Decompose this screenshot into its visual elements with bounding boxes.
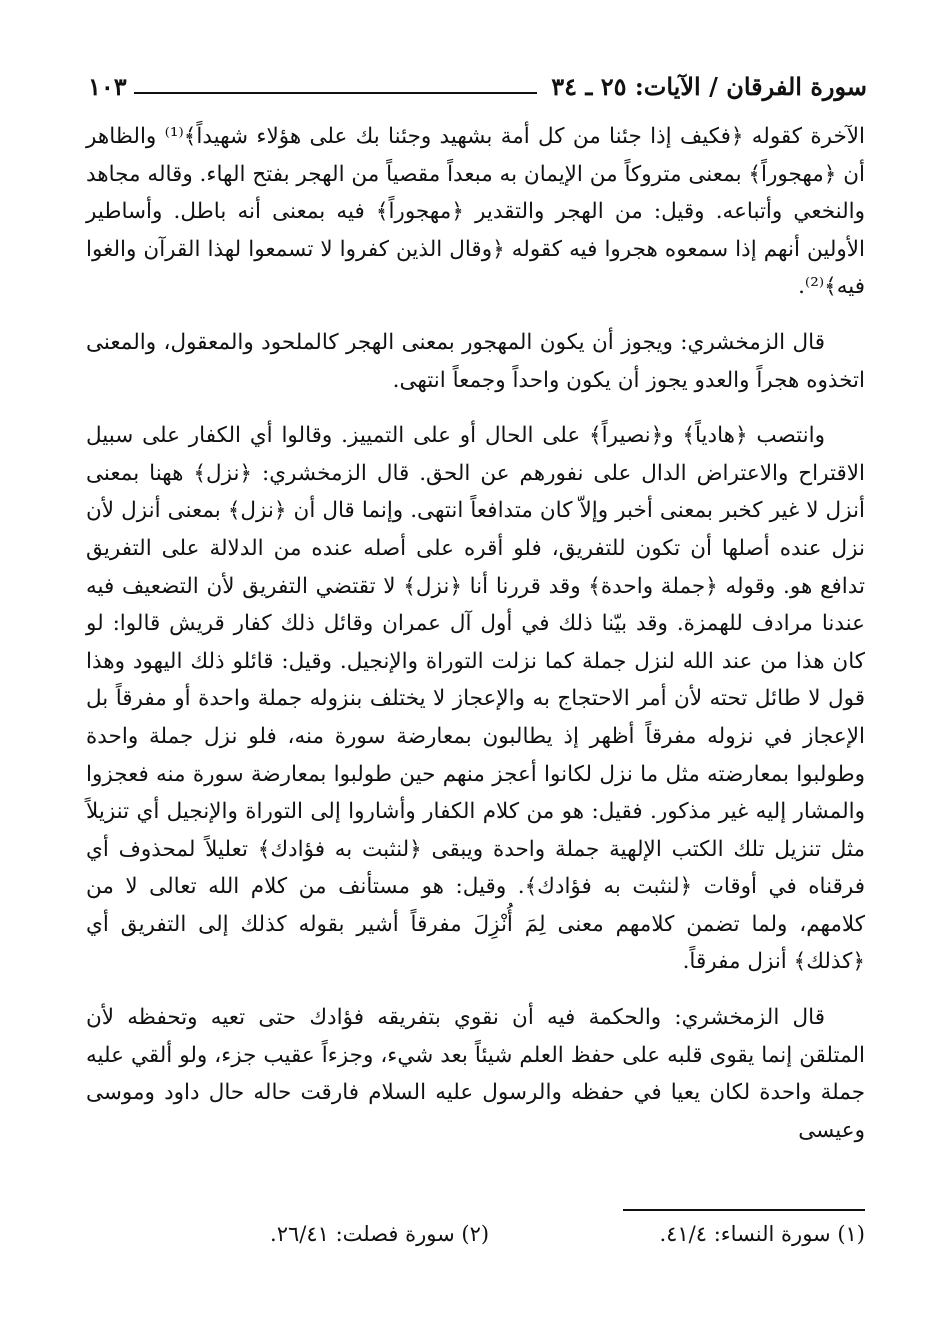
paragraph-4: قال الزمخشري: والحكمة فيه أن نقوي بتفريقه فؤادك حتى تعيه وتحفظه لأن المتلقن إنما يقوى قلبه على حفظ العلم شيئاً بعد شيء، وجزءاً عقيب جزء، ولو ألقي عليه جملة واحدة لكان يعيا في حفظه والرسول عليه السلام فارقت حاله حال داود وموسى وعيسى (86, 1005, 865, 1143)
paragraph-3: وانتصب ﴿هادياً﴾ و﴿نصيراً﴾ على الحال أو على التمييز. وقالوا أي الكفار على سبيل الاقتراح والاعتراض الدال على نفورهم عن الحق. قال الزمخشري: ﴿نزل﴾ ههنا بمعنى أنزل لا غير كخبر بمعنى أخبر وإلاّ كان متدافعاً انتهى. وإنما قال أن ﴿نزل﴾ بمعنى أنزل لأن نزل عنده أصلها أن تكون للتفريق، فلو أقره على أصله عنده من الدلالة على التفريق تدافع هو. وقوله ﴿جملة واحدة﴾ وقد قررنا أنا ﴿نزل﴾ لا تقتضي التفريق لأن التضعيف فيه عندنا مرادف للهمزة. وقد بيّنا ذلك في أول آل عمران وقائل ذلك كفار قريش قالوا: لو كان هذا من عند الله لنزل جملة كما نزلت التوراة والإنجيل. وقيل: قائلو ذلك اليهود وهذا قول لا طائل تحته لأن أمر الاحتجاج به والإعجاز لا يختلف بنزوله جملة واحدة أو مفرقاً بل الإعجاز في نزوله مفرقاً أظهر إذ يطالبون بمعارضة سورة منه، فلو نزل جملة واحدة وطولبوا بمعارضته مثل ما نزل لكانوا أعجز منهم حين طولبوا بمعارضة سورة منه فعجزوا والمشار إليه غير مذكور. فقيل: هو من كلام الكفار وأشاروا إلى التوراة والإنجيل أي تنزيلاً مثل تنزيل تلك الكتب الإلهية جملة واحدة ويبقى ﴿لنثبت به فؤادك﴾ تعليلاً لمحذوف أي فرقناه في أوقات ﴿لنثبت به فؤادك﴾. وقيل: هو مستأنف من كلام الله تعالى لا من كلامهم، ولما تضمن كلامهم معنى لِمَ أُنْزِلَ مفرقاً أشير بقوله كذلك إلى التفريق أي ﴿كذلك﴾ أنزل مفرقاً. (86, 423, 865, 975)
footnote-rule (623, 1209, 865, 1211)
paragraph-2: قال الزمخشري: ويجوز أن يكون المهجور بمعنى الهجر كالملحود والمعقول، والمعنى اتخذوه هجراً والعدو يجوز أن يكون واحداً وجمعاً انتهى. (86, 329, 865, 393)
page-number: ١٠٣ (88, 72, 127, 101)
main-text (86, 118, 865, 1167)
running-header (88, 66, 867, 106)
running-header-title: سورة الفرقان / الآيات: ٢٥ ـ ٣٤ (541, 72, 867, 101)
header-rule (134, 92, 537, 94)
paragraph-1: الآخرة كقوله ﴿فكيف إذا جئنا من كل أمة بشهيد وجئنا بك على هؤلاء شهيداً﴾⁽¹⁾ والظاهر أن ﴿مهجوراً﴾ بمعنى متروكاً من الإيمان به مبعداً مقصياً من الهجر بفتح الهاء. وقاله مجاهد والنخعي وأتباعه. وقيل: من الهجر والتقدير ﴿مهجوراً﴾ فيه بمعنى أنه باطل. وأساطير الأولين أنهم إذا سمعوه هجروا فيه كقوله ﴿وقال الذين كفروا لا تسمعوا لهذا القرآن والغوا فيه﴾⁽²⁾. (86, 124, 865, 300)
footnote-2: (٢) سورة فصلت: ٢٦/٤١. (270, 1222, 490, 1246)
footnotes (270, 1222, 865, 1246)
footnote-1: (١) سورة النساء: ٤١/٤. (659, 1222, 865, 1246)
